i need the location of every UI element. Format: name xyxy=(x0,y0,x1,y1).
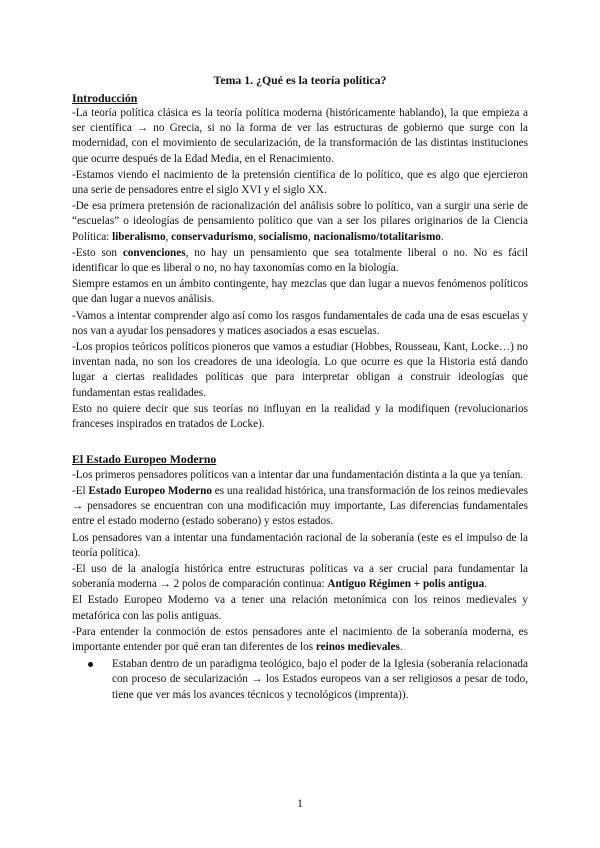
term-liberalismo: liberalismo xyxy=(112,230,166,243)
section-heading-estado: El Estado Europeo Moderno xyxy=(72,452,217,467)
page-content xyxy=(72,73,528,703)
period: . xyxy=(484,578,487,591)
intro-paragraph-4-start: -Esto son xyxy=(72,246,123,259)
intro-paragraph-2: -Estamos viendo el nacimiento de la pretensión científica de lo político, que es algo que ejercieron una serie de pensadores entre el siglo XVI y el siglo XX. xyxy=(72,168,528,197)
estado-paragraph-1: -Los primeros pensadores políticos van a intentar dar una fundamentación distinta a la que ya tenían. xyxy=(72,468,524,481)
bullet-list xyxy=(72,657,528,703)
term-conservadurismo: conservadurismo xyxy=(171,230,254,243)
list-item xyxy=(86,657,528,703)
separator: , xyxy=(307,230,314,243)
bullet-icon xyxy=(88,662,93,667)
intro-paragraph-6: -Vamos a intentar comprender algo así como los rasgos fundamentales de cada una de esas escuelas y nos van a ayudar los pensadores y matices asociados a esas escuelas. xyxy=(72,309,528,337)
section-spacer xyxy=(72,433,528,452)
estado-paragraph-2-start: -El xyxy=(72,484,89,497)
term-reinos-medievales: reinos medievales xyxy=(315,641,400,653)
intro-paragraph-3 xyxy=(72,199,528,245)
term-nacionalismo: nacionalismo/totalitarismo xyxy=(313,230,441,243)
intro-paragraph-3-text: -De esa primera pretensión de racionalización del análisis sobre lo político, van a surgir una serie de “escuelas” o ideologías de pensamiento político que van a ser los pilares originarios de la Ciencia Política: xyxy=(72,200,528,243)
intro-paragraph-1: -La teoría política clásica es la teoría política moderna (históricamente hablando), la que empieza a ser científica → no Grecia, si no la forma de ver las estructuras de gobierno que surge con la modernidad, con el movimiento de secularización, de la transformación de las distintas instituciones que ocurre después de la Edad Media, en el Renacimiento. xyxy=(72,107,528,165)
intro-paragraph-4-end: , no hay un pensamiento que sea totalmente liberal o no. No es fácil identificar lo que es liberal o no, no hay taxonomías como en la biología. xyxy=(72,246,529,275)
intro-paragraph-4 xyxy=(72,246,528,276)
estado-paragraph-4-start: -El uso de la analogía histórica entre estructuras políticas va a ser crucial para fundamentar la soberanía moderna → 2 polos de comparación continua: xyxy=(72,562,528,591)
list-item-text: Estaban dentro de un paradigma teológico, bajo el poder de la Iglesia (soberanía relacionada con proceso de secularización → los Estados europeos van a ser religiosos a pesar de todo, tiene que ver más los avances técnicos y tecnológicos (imprenta)). xyxy=(112,658,528,701)
term-estado-europeo-moderno: Estado Europeo Moderno xyxy=(88,484,212,497)
term-antiguo-regimen: Antiguo Régimen + polis antigua xyxy=(327,578,485,591)
term-socialismo: socialismo xyxy=(258,230,308,243)
section-heading-introduccion: Introducción xyxy=(72,90,138,105)
estado-paragraph-5: El Estado Europeo Moderno va a tener una relación metonímica con los reinos medievales y metafórica con las polis antiguas. xyxy=(72,594,528,622)
estado-paragraph-6 xyxy=(72,625,528,655)
estado-paragraph-3: Los pensadores van a intentar una fundamentación racional de la soberanía (este es el impulso de la teoría política). xyxy=(72,531,528,559)
page-number: 1 xyxy=(297,798,303,810)
estado-paragraph-2-end: es una realidad histórica, una transformación de los reinos medievales → pensadores se encuentran con una modificación muy importante, Las diferencias fundamentales entre el estado moderno (estado soberano) y estos estados. xyxy=(72,484,528,528)
estado-paragraph-6-start: -Para entender la conmoción de estos pensadores ante el nacimiento de la soberanía moderna, es importante entender por qué eran tan diferentes de los xyxy=(72,625,528,653)
intro-paragraph-8: Esto no quiere decir que sus teorías no influyan en la realidad y la modifiquen (revolucionarios franceses inspirados en tratados de Locke). xyxy=(72,402,528,431)
period: . xyxy=(440,230,444,243)
term-convenciones: convenciones xyxy=(122,246,186,259)
separator: , xyxy=(253,230,259,243)
document-title: Tema 1. ¿Qué es la teoría política? xyxy=(213,73,387,87)
estado-paragraph-2 xyxy=(72,484,528,530)
estado-paragraph-4 xyxy=(72,562,528,592)
intro-paragraph-7: -Los propios teóricos políticos pioneros que vamos a estudiar (Hobbes, Rousseau, Kant, Locke…) no inventan nada, no son los creadores de una ideología. Lo que ocurre es que la Historia está dando lugar a ciertas realidades políticas que para interpretar obligan a construir ideologías que fundamentan estas realidades. xyxy=(72,341,528,399)
period: . xyxy=(399,641,403,653)
intro-paragraph-5: Siempre estamos en un ámbito contingente, hay mezclas que dan lugar a nuevos fenómenos políticos que dan lugar a nuevos análisis. xyxy=(72,278,528,306)
separator: , xyxy=(165,230,172,243)
